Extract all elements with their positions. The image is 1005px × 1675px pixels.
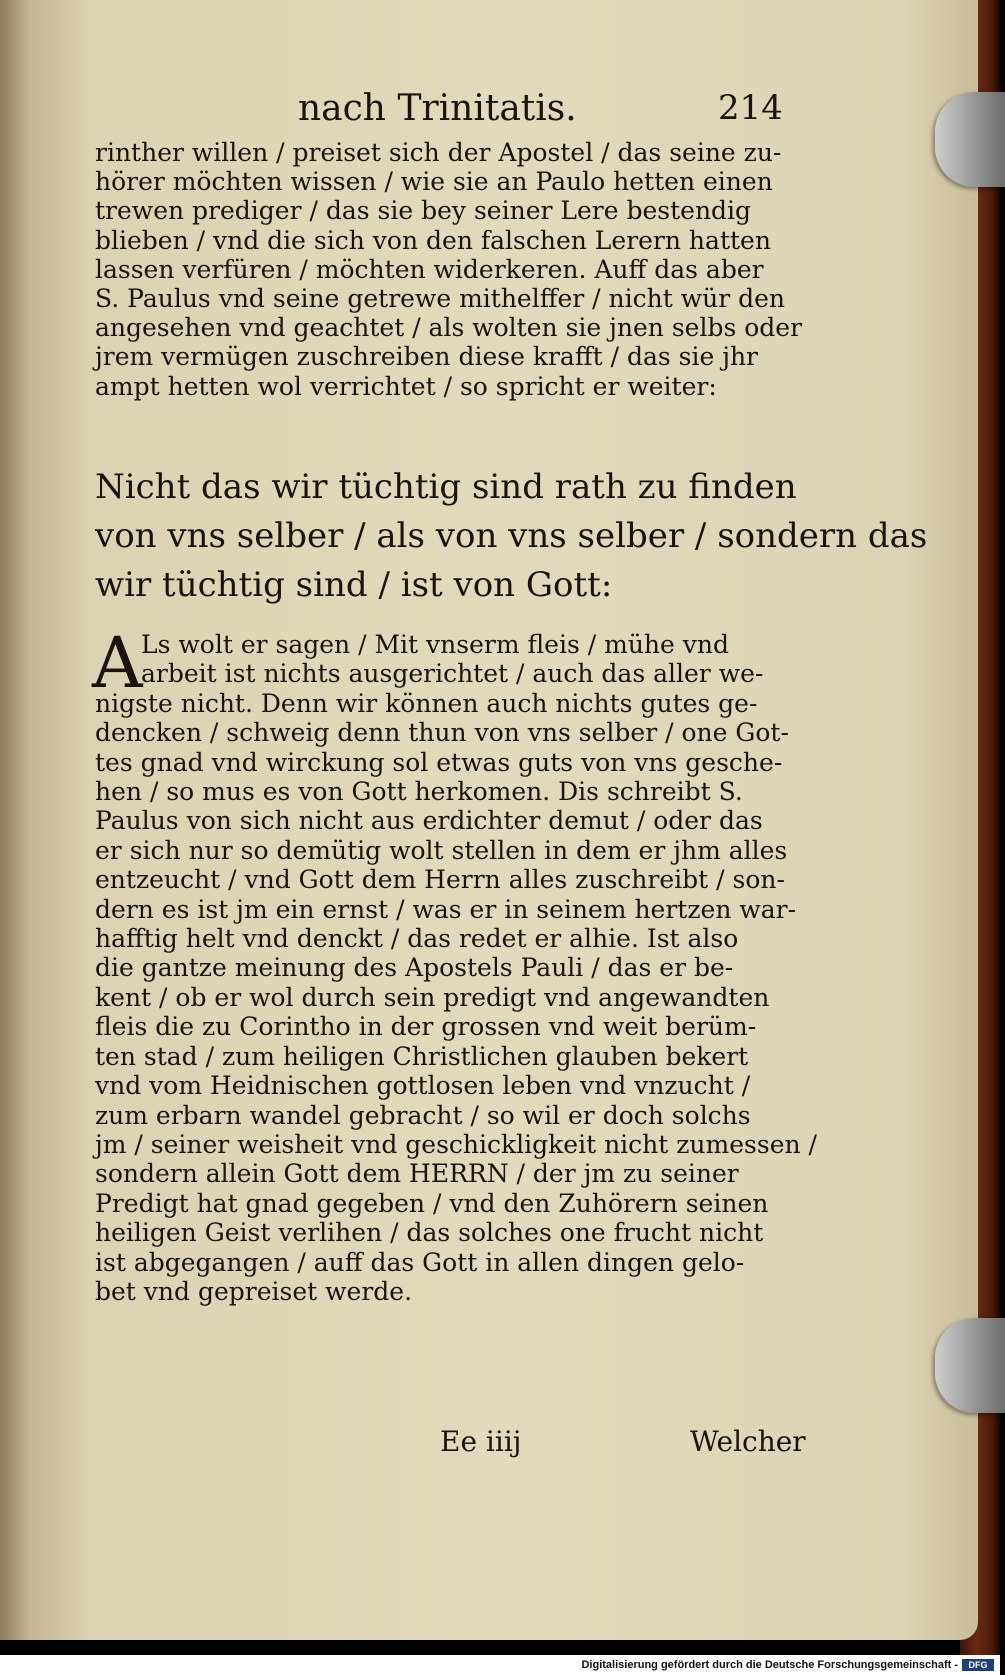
bible-verse	[95, 463, 928, 610]
text-line: rinther willen / preiset sich der Apostel / das seine zu‑	[95, 138, 782, 167]
text-line: Ls wolt er sagen / Mit vnserm fleis / mühe vnd	[141, 630, 729, 659]
text-line: jrem vermügen zuschreiben diese krafft / das sie jhr	[95, 342, 759, 372]
text-line: heiligen Geist verlihen / das solches one frucht nicht	[95, 1218, 764, 1248]
text-line: trewen prediger / das sie bey seiner Lere bestendig	[95, 196, 752, 226]
dfg-logo: DFG	[962, 1659, 994, 1671]
text-line: lassen verfüren / möchten widerkeren. Auff das aber	[95, 254, 764, 284]
text-line: sondern allein Gott dem HERRN / der jm zu seiner	[95, 1159, 739, 1189]
text-line: zum erbarn wandel gebracht / so wil er doch solchs	[95, 1100, 751, 1130]
text-line: S. Paulus vnd seine getrewe mithelffer / nicht wür den	[95, 284, 786, 314]
signature-mark: Ee iiij	[440, 1425, 522, 1458]
text-line: jm / seiner weisheit vnd geschickligkeit nicht zumessen /	[95, 1129, 817, 1159]
verse-line: Nicht das wir tüchtig sind rath zu finden	[95, 467, 797, 507]
text-line: angesehen vnd geachtet / als wolten sie jnen selbs oder	[95, 313, 803, 343]
text-line: dencken / schweig denn thun von vns selber / one Got‑	[95, 718, 789, 748]
body-text	[95, 138, 815, 401]
text-line: ten stad / zum heiligen Christlichen glauben bekert	[95, 1041, 749, 1071]
catchword: Welcher	[690, 1425, 806, 1458]
digitization-credit	[0, 1655, 1000, 1675]
text-line: arbeit ist nichts ausgerichtet / auch das aller we‑	[141, 659, 764, 689]
text-line: die gantze meinung des Apostels Pauli / das er be‑	[95, 953, 734, 983]
drop-cap: A	[92, 622, 143, 704]
text-line: ampt hetten wol verrichtet / so spricht er weiter:	[95, 371, 717, 401]
text-line: er sich nur so demütig wolt stellen in dem er jhm alles	[95, 835, 788, 865]
text-line: vnd vom Heidnischen gottlosen leben vnd vnzucht /	[95, 1071, 751, 1101]
text-line: hen / so mus es von Gott herkomen. Dis schreibt S.	[95, 777, 743, 807]
text-line: tes gnad vnd wirckung sol etwas guts von vns gesche‑	[95, 747, 783, 777]
page-clip-top	[935, 92, 1005, 187]
text-line: dern es ist jm ein ernst / was er in seinem hertzen war‑	[95, 894, 797, 924]
text-line: nigste nicht. Denn wir können auch nichts gutes ge‑	[95, 688, 758, 718]
text-line: hafftig helt vnd denckt / das redet er alhie. Ist also	[95, 924, 739, 954]
page-number: 214	[718, 88, 783, 128]
text-line: entzeucht / vnd Gott dem Herrn alles zuschreibt / son‑	[95, 865, 785, 895]
verse-line: von vns selber / als von vns selber / sondern das	[95, 516, 928, 556]
page-clip-bottom	[935, 1318, 1005, 1413]
text-line: Paulus von sich nicht aus erdichter demut / oder das	[95, 806, 763, 836]
text-line: ist abgegangen / auff das Gott in allen dingen gelo‑	[95, 1247, 745, 1277]
running-title: nach Trinitatis.	[298, 88, 577, 129]
text-line: fleis die zu Corintho in der grossen vnd weit berüm‑	[95, 1012, 757, 1042]
text-line: kent / ob er wol durch sein predigt vnd angewandten	[95, 982, 770, 1012]
text-line: Predigt hat gnad gegeben / vnd den Zuhörern seinen	[95, 1188, 769, 1218]
gloss-text	[95, 630, 815, 1306]
verse-line: wir tüchtig sind / ist von Gott:	[95, 565, 613, 605]
text-line: blieben / vnd die sich von den falschen Lerern hatten	[95, 225, 771, 255]
credit-text: Digitalisierung gefördert durch die Deutsche Forschungsgemeinschaft -	[581, 1659, 958, 1671]
text-line: bet vnd gepreiset werde.	[95, 1276, 413, 1306]
text-line: hörer möchten wissen / wie sie an Paulo hetten einen	[95, 167, 773, 197]
